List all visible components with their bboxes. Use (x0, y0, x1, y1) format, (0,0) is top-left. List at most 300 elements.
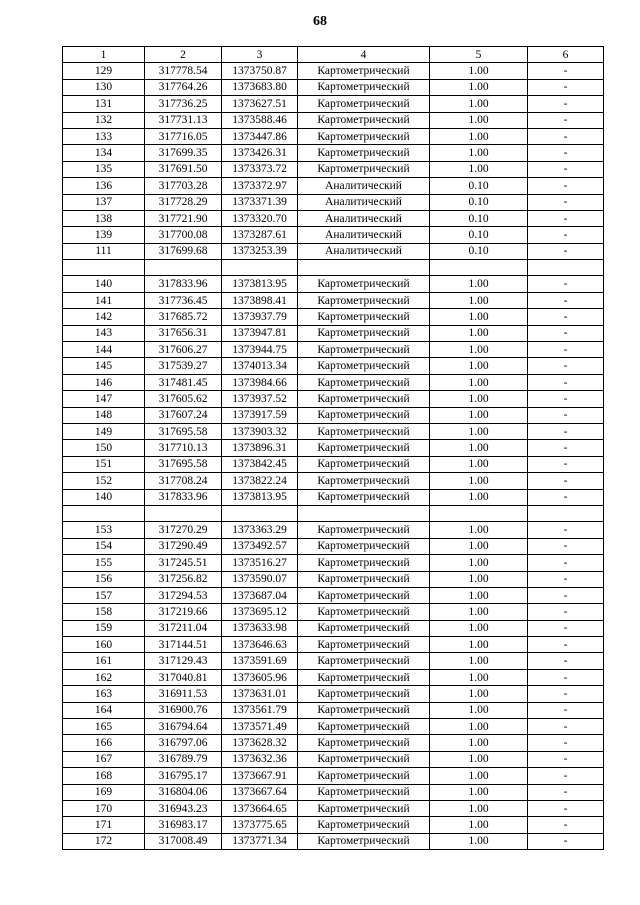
table-row (63, 342, 604, 358)
cell-note: - (528, 800, 604, 816)
cell-coord-x: 317270.29 (145, 522, 222, 538)
table-row (63, 276, 604, 292)
cell-accuracy: 1.00 (430, 686, 528, 702)
table-row (63, 325, 604, 341)
cell-point-number (63, 260, 145, 276)
cell-note: - (528, 620, 604, 636)
cell-coord-x: 316789.79 (145, 751, 222, 767)
cell-coord-x: 316943.23 (145, 800, 222, 816)
header-cell: 6 (528, 47, 604, 63)
cell-accuracy: 1.00 (430, 276, 528, 292)
table-row (63, 489, 604, 505)
cell-coord-y: 1373492.57 (222, 538, 298, 554)
header-cell: 1 (63, 47, 145, 63)
cell-note: - (528, 391, 604, 407)
cell-method: Картометрический (298, 719, 430, 735)
cell-note: - (528, 342, 604, 358)
cell-coord-x: 317695.58 (145, 423, 222, 439)
cell-coord-x: 317700.08 (145, 227, 222, 243)
cell-note: - (528, 751, 604, 767)
cell-method: Картометрический (298, 456, 430, 472)
cell-coord-x: 317040.81 (145, 669, 222, 685)
cell-coord-x: 317290.49 (145, 538, 222, 554)
cell-coord-y: 1373632.36 (222, 751, 298, 767)
cell-method: Картометрический (298, 833, 430, 849)
cell-coord-x: 317539.27 (145, 358, 222, 374)
cell-point-number: 146 (63, 374, 145, 390)
cell-accuracy: 1.00 (430, 161, 528, 177)
cell-point-number: 172 (63, 833, 145, 849)
table-row (63, 309, 604, 325)
cell-coord-y: 1373588.46 (222, 112, 298, 128)
cell-note: - (528, 784, 604, 800)
cell-note: - (528, 178, 604, 194)
cell-accuracy: 1.00 (430, 456, 528, 472)
cell-point-number: 167 (63, 751, 145, 767)
cell-method: Картометрический (298, 489, 430, 505)
cell-note: - (528, 161, 604, 177)
table-row (63, 751, 604, 767)
cell-note: - (528, 653, 604, 669)
cell-coord-y (222, 505, 298, 521)
cell-accuracy: 1.00 (430, 489, 528, 505)
cell-accuracy: 1.00 (430, 555, 528, 571)
cell-coord-x: 317245.51 (145, 555, 222, 571)
cell-note: - (528, 637, 604, 653)
cell-coord-y: 1373633.98 (222, 620, 298, 636)
cell-accuracy: 1.00 (430, 473, 528, 489)
cell-method: Аналитический (298, 194, 430, 210)
cell-method: Картометрический (298, 161, 430, 177)
cell-point-number (63, 505, 145, 521)
cell-method: Картометрический (298, 128, 430, 144)
cell-coord-x: 316900.76 (145, 702, 222, 718)
cell-coord-y: 1373775.65 (222, 817, 298, 833)
cell-coord-x: 317699.68 (145, 243, 222, 259)
cell-coord-y: 1373771.34 (222, 833, 298, 849)
cell-coord-y: 1373822.24 (222, 473, 298, 489)
header-cell: 4 (298, 47, 430, 63)
table-row (63, 423, 604, 439)
cell-point-number: 143 (63, 325, 145, 341)
cell-coord-y: 1373372.97 (222, 178, 298, 194)
cell-note: - (528, 96, 604, 112)
cell-note: - (528, 210, 604, 226)
cell-accuracy: 1.00 (430, 784, 528, 800)
cell-coord-x: 317736.45 (145, 292, 222, 308)
cell-note: - (528, 768, 604, 784)
cell-coord-y: 1373903.32 (222, 423, 298, 439)
cell-point-number: 145 (63, 358, 145, 374)
cell-method (298, 505, 430, 521)
cell-coord-x: 317699.35 (145, 145, 222, 161)
cell-coord-y: 1373842.45 (222, 456, 298, 472)
table-row (63, 620, 604, 636)
cell-note: - (528, 702, 604, 718)
cell-coord-y: 1373287.61 (222, 227, 298, 243)
cell-coord-x: 317721.90 (145, 210, 222, 226)
cell-coord-x: 317211.04 (145, 620, 222, 636)
cell-point-number: 165 (63, 719, 145, 735)
cell-accuracy: 1.00 (430, 325, 528, 341)
cell-coord-x: 317219.66 (145, 604, 222, 620)
table-row (63, 505, 604, 521)
cell-method: Аналитический (298, 210, 430, 226)
table-row (63, 473, 604, 489)
cell-point-number: 152 (63, 473, 145, 489)
cell-coord-y: 1373628.32 (222, 735, 298, 751)
cell-coord-x: 317008.49 (145, 833, 222, 849)
cell-coord-x: 317695.58 (145, 456, 222, 472)
cell-point-number: 166 (63, 735, 145, 751)
cell-accuracy: 1.00 (430, 604, 528, 620)
cell-point-number: 140 (63, 489, 145, 505)
cell-note: - (528, 440, 604, 456)
cell-method: Картометрический (298, 800, 430, 816)
cell-accuracy: 1.00 (430, 653, 528, 669)
cell-note: - (528, 374, 604, 390)
table-row (63, 719, 604, 735)
cell-note: - (528, 325, 604, 341)
cell-coord-y: 1373984.66 (222, 374, 298, 390)
cell-method: Картометрический (298, 686, 430, 702)
cell-point-number: 131 (63, 96, 145, 112)
table-row (63, 178, 604, 194)
table-row (63, 571, 604, 587)
cell-note: - (528, 194, 604, 210)
cell-point-number: 142 (63, 309, 145, 325)
cell-method: Картометрический (298, 407, 430, 423)
table-row (63, 604, 604, 620)
cell-note: - (528, 587, 604, 603)
cell-point-number: 160 (63, 637, 145, 653)
cell-coord-y: 1373667.91 (222, 768, 298, 784)
cell-point-number: 138 (63, 210, 145, 226)
cell-method: Картометрический (298, 571, 430, 587)
cell-note: - (528, 833, 604, 849)
cell-point-number: 147 (63, 391, 145, 407)
header-cell: 3 (222, 47, 298, 63)
cell-method: Картометрический (298, 587, 430, 603)
cell-point-number: 135 (63, 161, 145, 177)
cell-coord-x: 317778.54 (145, 63, 222, 79)
cell-coord-y: 1373320.70 (222, 210, 298, 226)
cell-coord-x: 316911.53 (145, 686, 222, 702)
cell-method: Картометрический (298, 423, 430, 439)
cell-point-number: 163 (63, 686, 145, 702)
table-row (63, 63, 604, 79)
cell-coord-x: 317481.45 (145, 374, 222, 390)
cell-method: Картометрический (298, 473, 430, 489)
cell-coord-y: 1373695.12 (222, 604, 298, 620)
cell-coord-y: 1373813.95 (222, 276, 298, 292)
cell-coord-y: 1373253.39 (222, 243, 298, 259)
cell-coord-y: 1373898.41 (222, 292, 298, 308)
cell-coord-y: 1373363.29 (222, 522, 298, 538)
cell-point-number: 157 (63, 587, 145, 603)
cell-note: - (528, 735, 604, 751)
cell-coord-x: 317607.24 (145, 407, 222, 423)
cell-note: - (528, 719, 604, 735)
cell-coord-y: 1373813.95 (222, 489, 298, 505)
cell-accuracy: 1.00 (430, 637, 528, 653)
cell-coord-y: 1373447.86 (222, 128, 298, 144)
cell-method: Картометрический (298, 325, 430, 341)
cell-note: - (528, 63, 604, 79)
cell-accuracy: 1.00 (430, 538, 528, 554)
cell-accuracy: 0.10 (430, 178, 528, 194)
cell-accuracy: 1.00 (430, 522, 528, 538)
table-row (63, 292, 604, 308)
cell-coord-y: 1373627.51 (222, 96, 298, 112)
cell-coord-y: 1373561.79 (222, 702, 298, 718)
table-row (63, 358, 604, 374)
cell-point-number: 111 (63, 243, 145, 259)
cell-accuracy: 1.00 (430, 309, 528, 325)
cell-coord-x: 317736.25 (145, 96, 222, 112)
cell-method: Картометрический (298, 620, 430, 636)
cell-accuracy: 1.00 (430, 719, 528, 735)
table-row (63, 260, 604, 276)
cell-accuracy: 1.00 (430, 128, 528, 144)
cell-method: Картометрический (298, 604, 430, 620)
cell-coord-x: 317691.50 (145, 161, 222, 177)
cell-point-number: 159 (63, 620, 145, 636)
cell-method: Картометрический (298, 653, 430, 669)
cell-point-number: 156 (63, 571, 145, 587)
cell-coord-y: 1373917.59 (222, 407, 298, 423)
cell-point-number: 155 (63, 555, 145, 571)
cell-accuracy: 0.10 (430, 210, 528, 226)
cell-coord-y: 1373571.49 (222, 719, 298, 735)
cell-method: Картометрический (298, 79, 430, 95)
cell-coord-y: 1373426.31 (222, 145, 298, 161)
table-row (63, 407, 604, 423)
cell-accuracy: 1.00 (430, 669, 528, 685)
cell-accuracy: 1.00 (430, 145, 528, 161)
cell-note: - (528, 473, 604, 489)
cell-accuracy: 1.00 (430, 620, 528, 636)
cell-accuracy: 1.00 (430, 391, 528, 407)
cell-method: Картометрический (298, 358, 430, 374)
cell-coord-y: 1373667.64 (222, 784, 298, 800)
cell-coord-x: 317294.53 (145, 587, 222, 603)
cell-point-number: 144 (63, 342, 145, 358)
cell-coord-y (222, 260, 298, 276)
cell-note: - (528, 604, 604, 620)
cell-point-number: 148 (63, 407, 145, 423)
cell-coord-x: 317728.29 (145, 194, 222, 210)
cell-coord-y: 1373516.27 (222, 555, 298, 571)
cell-point-number: 164 (63, 702, 145, 718)
cell-coord-y: 1373631.01 (222, 686, 298, 702)
cell-coord-x: 317716.05 (145, 128, 222, 144)
cell-note: - (528, 128, 604, 144)
table-row (63, 833, 604, 849)
table-row (63, 669, 604, 685)
table-row (63, 128, 604, 144)
coordinates-table (62, 46, 604, 850)
table-row (63, 227, 604, 243)
cell-method: Картометрический (298, 374, 430, 390)
cell-accuracy: 1.00 (430, 587, 528, 603)
cell-accuracy: 1.00 (430, 79, 528, 95)
cell-method: Картометрический (298, 145, 430, 161)
cell-method: Картометрический (298, 817, 430, 833)
cell-note: - (528, 227, 604, 243)
cell-note: - (528, 112, 604, 128)
cell-coord-x: 317731.13 (145, 112, 222, 128)
cell-accuracy: 1.00 (430, 440, 528, 456)
cell-accuracy: 1.00 (430, 374, 528, 390)
cell-method: Картометрический (298, 391, 430, 407)
cell-method (298, 260, 430, 276)
cell-coord-y: 1373664.65 (222, 800, 298, 816)
cell-coord-x: 316795.17 (145, 768, 222, 784)
cell-method: Картометрический (298, 784, 430, 800)
cell-coord-x: 317606.27 (145, 342, 222, 358)
cell-method: Картометрический (298, 637, 430, 653)
cell-accuracy: 0.10 (430, 243, 528, 259)
cell-note: - (528, 555, 604, 571)
cell-coord-x: 317710.13 (145, 440, 222, 456)
cell-method: Картометрический (298, 522, 430, 538)
cell-method: Картометрический (298, 276, 430, 292)
table-row (63, 817, 604, 833)
cell-point-number: 137 (63, 194, 145, 210)
cell-accuracy: 0.10 (430, 227, 528, 243)
cell-point-number: 141 (63, 292, 145, 308)
cell-coord-y: 1373591.69 (222, 653, 298, 669)
cell-accuracy: 1.00 (430, 96, 528, 112)
cell-accuracy: 1.00 (430, 800, 528, 816)
cell-note: - (528, 309, 604, 325)
cell-point-number: 136 (63, 178, 145, 194)
cell-note: - (528, 817, 604, 833)
cell-coord-x: 317656.31 (145, 325, 222, 341)
cell-note: - (528, 145, 604, 161)
cell-point-number: 149 (63, 423, 145, 439)
table-row (63, 555, 604, 571)
cell-coord-y: 1373937.52 (222, 391, 298, 407)
cell-coord-x: 316797.06 (145, 735, 222, 751)
cell-note: - (528, 407, 604, 423)
cell-accuracy: 1.00 (430, 735, 528, 751)
table-row (63, 96, 604, 112)
cell-method: Аналитический (298, 178, 430, 194)
table-row (63, 194, 604, 210)
cell-coord-x: 317833.96 (145, 276, 222, 292)
cell-coord-x: 317708.24 (145, 473, 222, 489)
table-row (63, 637, 604, 653)
cell-method: Картометрический (298, 96, 430, 112)
cell-point-number: 154 (63, 538, 145, 554)
cell-coord-y: 1373687.04 (222, 587, 298, 603)
cell-accuracy: 1.00 (430, 63, 528, 79)
cell-point-number: 130 (63, 79, 145, 95)
table-row (63, 112, 604, 128)
cell-point-number: 150 (63, 440, 145, 456)
cell-method: Картометрический (298, 735, 430, 751)
header-cell: 5 (430, 47, 528, 63)
table-row (63, 374, 604, 390)
cell-accuracy (430, 260, 528, 276)
cell-point-number: 162 (63, 669, 145, 685)
cell-coord-x: 316983.17 (145, 817, 222, 833)
cell-note: - (528, 358, 604, 374)
cell-point-number: 151 (63, 456, 145, 472)
table-body (63, 47, 604, 850)
cell-accuracy: 1.00 (430, 342, 528, 358)
cell-note: - (528, 243, 604, 259)
cell-coord-x (145, 505, 222, 521)
cell-method: Картометрический (298, 63, 430, 79)
cell-point-number: 171 (63, 817, 145, 833)
cell-coord-x (145, 260, 222, 276)
cell-method: Картометрический (298, 751, 430, 767)
cell-coord-y: 1373373.72 (222, 161, 298, 177)
cell-coord-y: 1373947.81 (222, 325, 298, 341)
cell-coord-y: 1373683.80 (222, 79, 298, 95)
cell-method: Картометрический (298, 555, 430, 571)
cell-note: - (528, 538, 604, 554)
table-row (63, 456, 604, 472)
cell-coord-x: 316794.64 (145, 719, 222, 735)
cell-method: Картометрический (298, 342, 430, 358)
page-number: 68 (313, 14, 327, 29)
table-row (63, 587, 604, 603)
cell-point-number: 169 (63, 784, 145, 800)
table-row (63, 243, 604, 259)
cell-method: Картометрический (298, 702, 430, 718)
cell-point-number: 170 (63, 800, 145, 816)
table-row (63, 686, 604, 702)
table-row (63, 653, 604, 669)
cell-point-number: 134 (63, 145, 145, 161)
cell-accuracy: 1.00 (430, 423, 528, 439)
cell-accuracy: 1.00 (430, 292, 528, 308)
cell-coord-y: 1373896.31 (222, 440, 298, 456)
cell-accuracy: 1.00 (430, 358, 528, 374)
cell-note: - (528, 522, 604, 538)
cell-accuracy: 1.00 (430, 817, 528, 833)
header-cell: 2 (145, 47, 222, 63)
cell-point-number: 132 (63, 112, 145, 128)
cell-accuracy (430, 505, 528, 521)
cell-point-number: 139 (63, 227, 145, 243)
cell-point-number: 133 (63, 128, 145, 144)
cell-accuracy: 1.00 (430, 407, 528, 423)
table-row (63, 768, 604, 784)
cell-coord-x: 317144.51 (145, 637, 222, 653)
table-row (63, 784, 604, 800)
table-row (63, 538, 604, 554)
table-row (63, 391, 604, 407)
cell-accuracy: 1.00 (430, 751, 528, 767)
cell-coord-x: 317685.72 (145, 309, 222, 325)
cell-coord-y: 1373590.07 (222, 571, 298, 587)
cell-accuracy: 1.00 (430, 702, 528, 718)
cell-coord-y: 1373937.79 (222, 309, 298, 325)
cell-note: - (528, 423, 604, 439)
cell-coord-y: 1374013.34 (222, 358, 298, 374)
table-row (63, 145, 604, 161)
table-row (63, 735, 604, 751)
table-row (63, 161, 604, 177)
cell-method: Картометрический (298, 669, 430, 685)
cell-coord-y: 1373944.75 (222, 342, 298, 358)
cell-coord-y: 1373750.87 (222, 63, 298, 79)
